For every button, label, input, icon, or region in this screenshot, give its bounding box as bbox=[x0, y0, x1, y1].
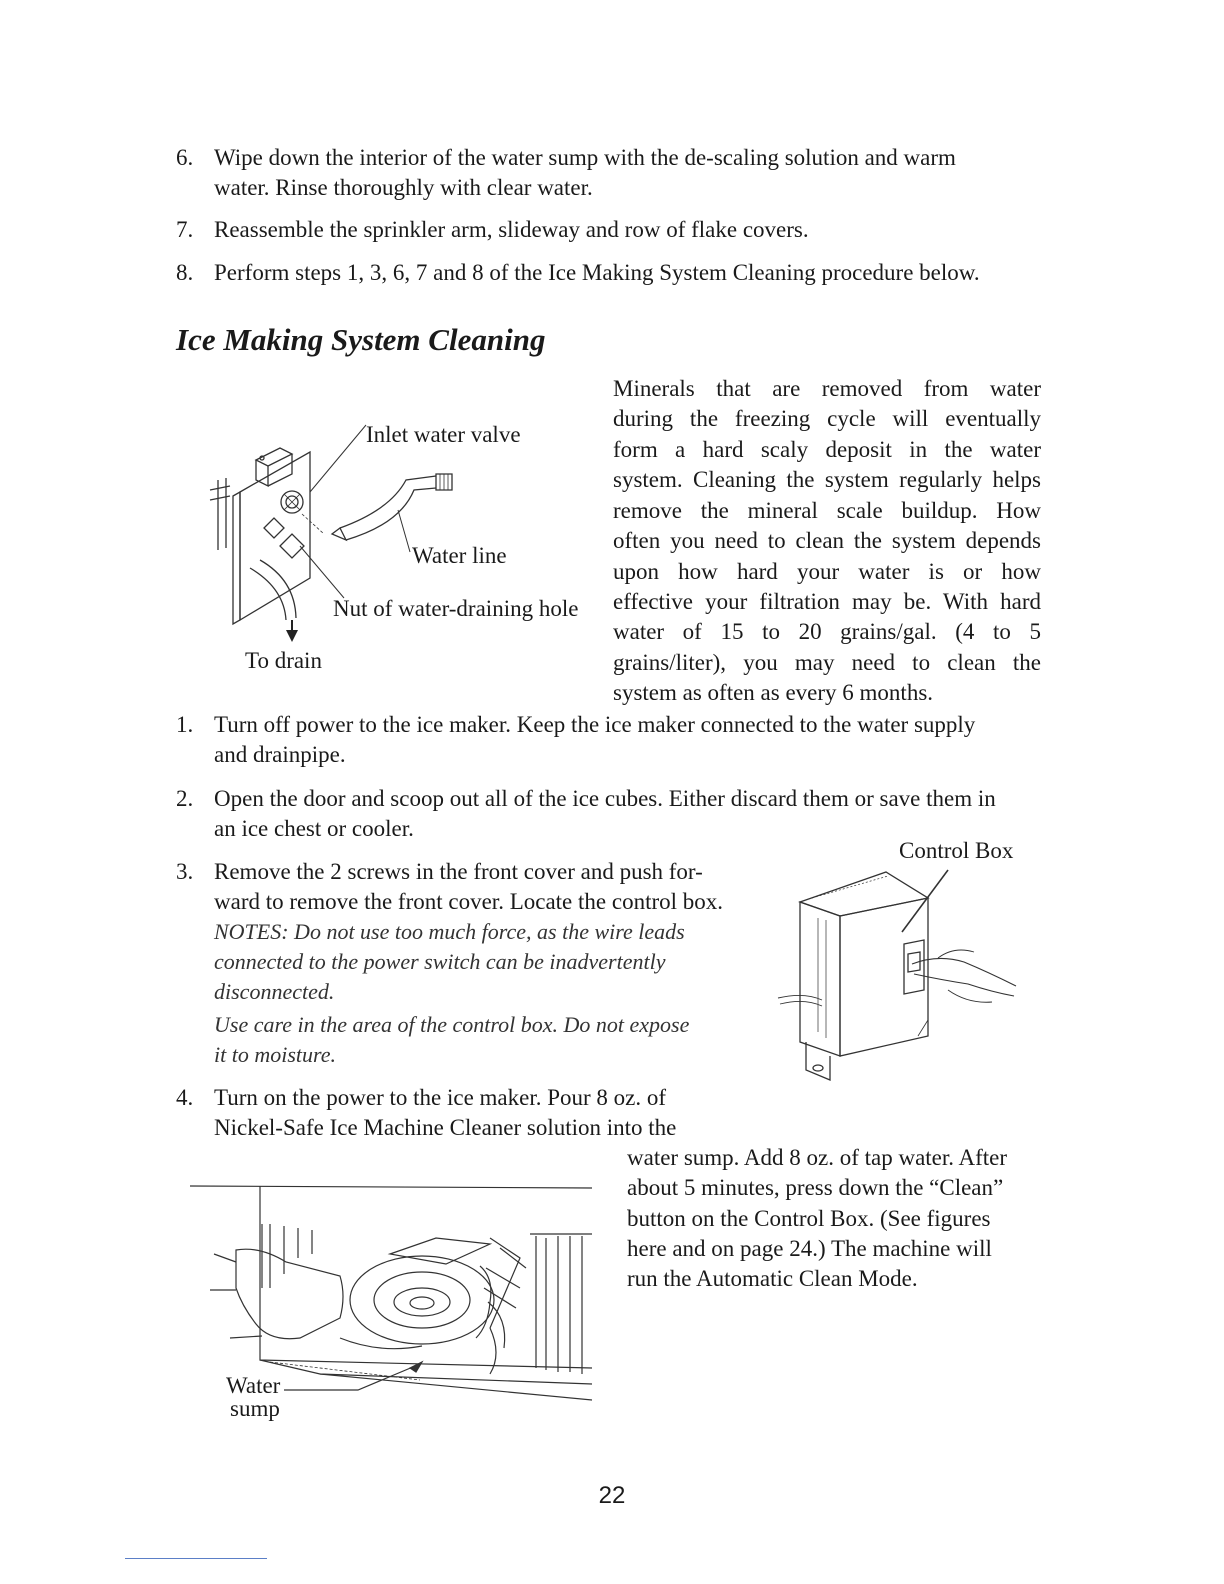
step-3-note: connected to the power switch can be inadvertently bbox=[214, 949, 666, 974]
step-4-line-1: Turn on the power to the ice maker. Pour 8 oz. of bbox=[214, 1085, 667, 1110]
control-box-front bbox=[840, 898, 928, 1056]
step-2-line-2: an ice chest or cooler. bbox=[214, 816, 414, 841]
intro-line: Minerals that are removed from water bbox=[613, 376, 1041, 401]
water-sump-label-line-1: Water bbox=[226, 1373, 281, 1398]
step-8-number: 8. bbox=[176, 260, 194, 285]
step-4-cont-line: water sump. Add 8 oz. of tap water. After bbox=[627, 1145, 1008, 1170]
step-2-line-1: Open the door and scoop out all of the ice cubes. Either discard them or save them in bbox=[214, 786, 996, 811]
step-7-number: 7. bbox=[176, 217, 194, 242]
step-4-cont-line: button on the Control Box. (See figures bbox=[627, 1206, 991, 1231]
intro-line: often you need to clean the system depends bbox=[613, 528, 1041, 553]
step-3-line-2: ward to remove the front cover. Locate the control box. bbox=[214, 889, 724, 914]
step-1-number: 1. bbox=[176, 712, 194, 737]
intro-line: effective your filtration may be. With hard bbox=[613, 589, 1041, 614]
water-line-tube bbox=[340, 476, 436, 540]
intro-line: grains/liter), you may need to clean the bbox=[613, 650, 1041, 675]
water-sump-label-line-2: sump bbox=[230, 1396, 280, 1421]
sprinkler-part bbox=[390, 1238, 490, 1264]
section-title: Ice Making System Cleaning bbox=[176, 322, 546, 357]
step-3-note: it to moisture. bbox=[214, 1042, 337, 1067]
step-3-note: disconnected. bbox=[214, 979, 335, 1004]
intro-line: system as often as every 6 months. bbox=[613, 680, 934, 705]
intro-line: upon how hard your water is or how bbox=[613, 559, 1041, 584]
hand-icon bbox=[236, 1249, 343, 1339]
step-4-number: 4. bbox=[176, 1085, 194, 1110]
step-8-line-1: Perform steps 1, 3, 6, 7 and 8 of the Ice Making System Cleaning procedure below. bbox=[214, 260, 980, 285]
inlet-valve-label: Inlet water valve bbox=[366, 422, 521, 447]
step-4-line-2: Nickel-Safe Ice Machine Cleaner solution into the bbox=[214, 1115, 677, 1140]
footer-divider bbox=[125, 1558, 267, 1559]
step-4-cont-line: about 5 minutes, press down the “Clean” bbox=[627, 1175, 1004, 1200]
step-6-line-2: water. Rinse thoroughly with clear water. bbox=[214, 175, 593, 200]
intro-line: system. Cleaning the system regularly helps bbox=[613, 467, 1041, 492]
water-line-label: Water line bbox=[412, 543, 507, 568]
down-arrow-icon bbox=[286, 620, 298, 642]
intro-line: remove the mineral scale buildup. How bbox=[613, 498, 1041, 523]
valve-bracket-plate bbox=[240, 452, 310, 620]
sump-container bbox=[350, 1256, 494, 1344]
intro-line: water of 15 to 20 grains/gal. (4 to 5 bbox=[613, 619, 1041, 644]
step-4-cont-line: here and on page 24.) The machine will bbox=[627, 1236, 992, 1261]
step-6-line-1: Wipe down the interior of the water sump with the de-scaling solution and warm bbox=[214, 145, 956, 170]
step-6-number: 6. bbox=[176, 145, 194, 170]
clean-button-panel bbox=[904, 940, 924, 994]
step-4-cont-line: run the Automatic Clean Mode. bbox=[627, 1266, 918, 1291]
to-drain-label: To drain bbox=[245, 648, 322, 673]
intro-line: during the freezing cycle will eventually bbox=[613, 406, 1041, 431]
step-2-number: 2. bbox=[176, 786, 194, 811]
step-3-line-1: Remove the 2 screws in the front cover and push for- bbox=[214, 859, 703, 884]
step-3-note: Use care in the area of the control box. Do not expose bbox=[214, 1012, 690, 1037]
step-7-line-1: Reassemble the sprinkler arm, slideway and row of flake covers. bbox=[214, 217, 809, 242]
nut-label: Nut of water-draining hole bbox=[333, 596, 579, 621]
page-number: 22 bbox=[598, 1482, 626, 1509]
intro-line: form a hard scaly deposit in the water bbox=[613, 437, 1041, 462]
step-3-number: 3. bbox=[176, 859, 194, 884]
control-box-figure bbox=[778, 862, 1028, 1087]
drain-hose bbox=[250, 560, 296, 620]
step-1-line-2: and drainpipe. bbox=[214, 742, 346, 767]
control-box-label: Control Box bbox=[899, 838, 1014, 863]
step-1-line-1: Turn off power to the ice maker. Keep the ice maker connected to the water supply bbox=[214, 712, 976, 737]
step-3-note: NOTES: Do not use too much force, as the wire leads bbox=[214, 919, 685, 944]
